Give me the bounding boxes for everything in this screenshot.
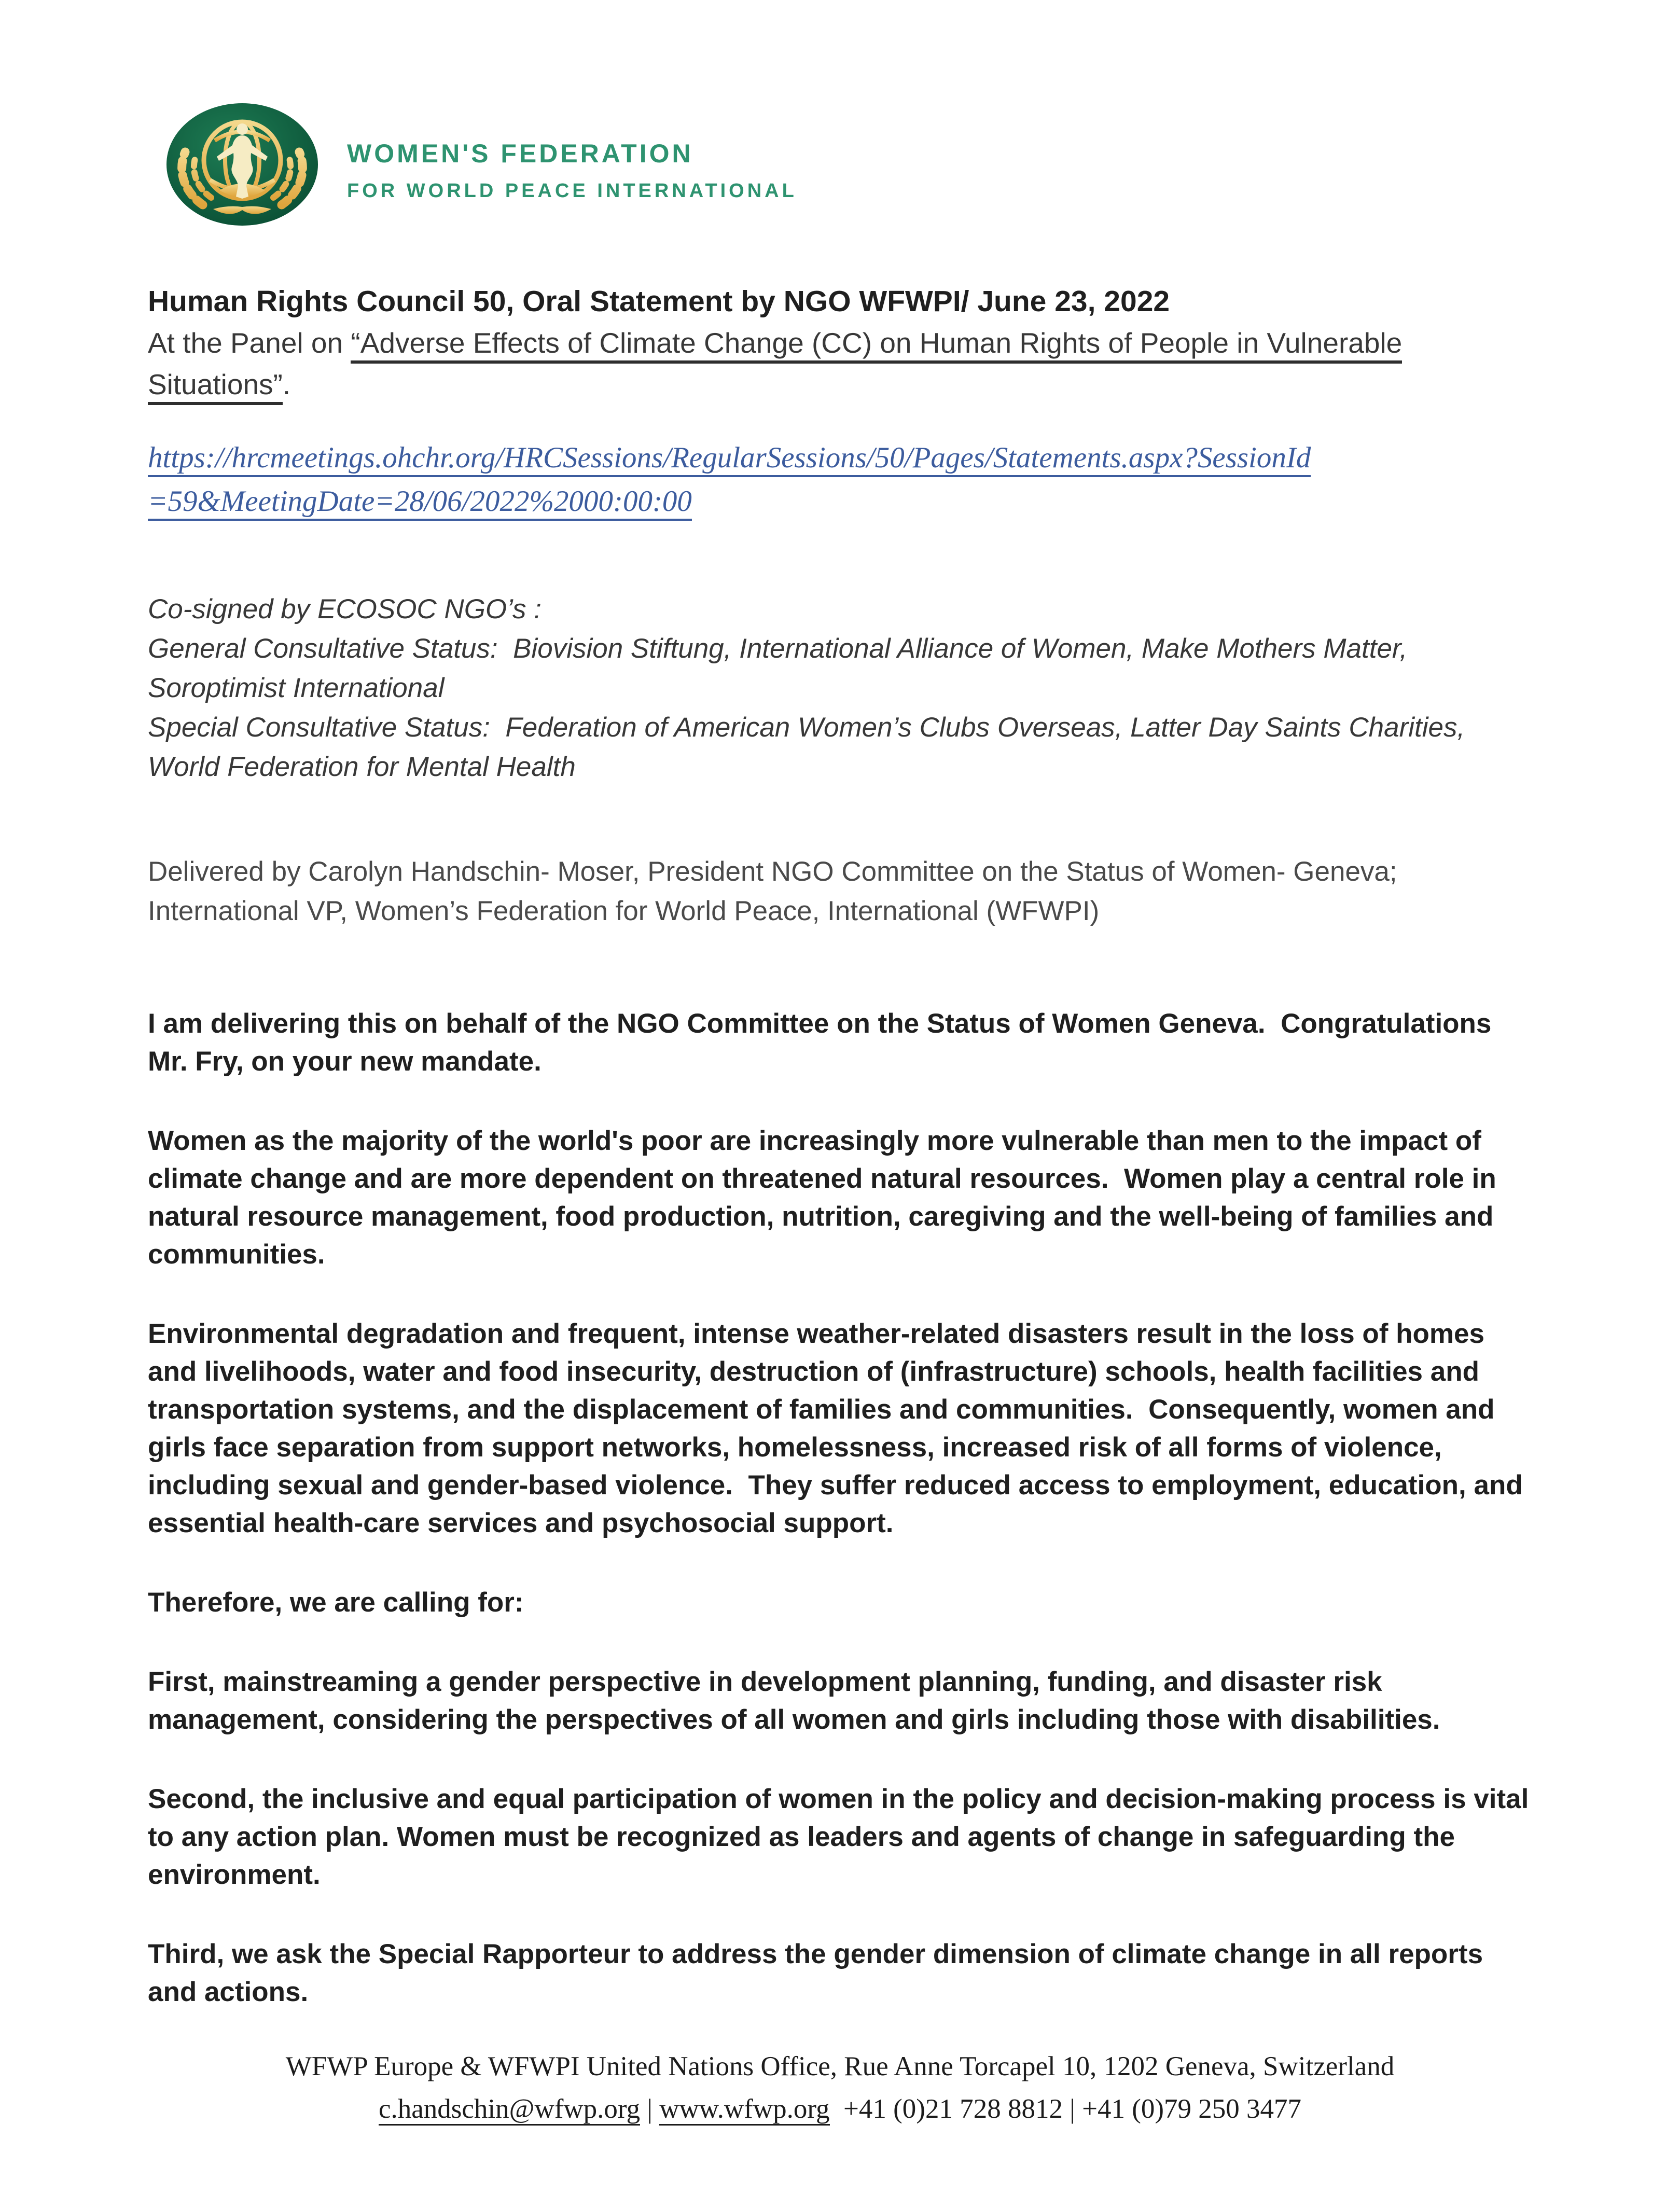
cosigners-general-status: General Consultative Status: Biovision Stiftung, International Alliance of Women, Make Mothers Matter, Soroptimist International (148, 633, 1408, 703)
paragraph-first-call: First, mainstreaming a gender perspective in development planning, funding, and disaster risk management, considering the perspectives of all women and girls including those with disabilities. (148, 1667, 1440, 1735)
cosigners-intro: Co-signed by ECOSOC NGO’s : (148, 594, 542, 624)
cosigners-special-status: Special Consultative Status: Federation of American Women’s Clubs Overseas, Latter Day Saints Charities, World Federation for Mental Health (148, 712, 1465, 782)
globe-woman-wreath-emblem-icon (164, 101, 320, 228)
footer-separator: | (640, 2094, 660, 2124)
delivered-by: Delivered by Carolyn Handschin- Moser, President NGO Committee on the Status of Women- Geneva; International VP, Women’s Federation for World Peace, International (WFWPI) (148, 856, 1397, 926)
footer-address: WFWP Europe & WFWPI United Nations Office, Rue Anne Torcapel 10, 1202 Geneva, Switzerland (285, 2051, 1395, 2081)
panel-subtitle-quote: “Adverse Effects of Climate Change (CC) on Human Rights of People in Vulnerable Situations” (148, 327, 1402, 405)
panel-subtitle (148, 322, 1530, 405)
paragraph-intro: I am delivering this on behalf of the NGO Committee on the Status of Women Geneva. Congratulations Mr. Fry, on your new mandate. (148, 1008, 1492, 1077)
paragraph-women-vulnerability: Women as the majority of the world's poor are increasingly more vulnerable than men to the impact of climate change and are more dependent on threatened natural resources. Women play a central role in natural resource management, food production, nutrition, caregiving and the well-being of families and communities. (148, 1126, 1496, 1270)
paragraph-environmental-degradation: Environmental degradation and frequent, intense weather-related disasters result in the loss of homes and livelihoods, water and food insecurity, destruction of (infrastructure) schools, health facilities and transportation systems, and the displacement of families and communities. Consequently, women and girls face separation from support networks, homelessness, increased risk of all forms of violence, including sexual and gender-based violence. They suffer reduced access to employment, education, and essential health-care services and psychosocial support. (148, 1318, 1523, 1538)
footer-contacts (0, 2088, 1680, 2130)
footer-website-link[interactable]: www.wfwp.org (659, 2094, 829, 2126)
session-statements-link[interactable] (148, 436, 1311, 523)
footer-email-link[interactable]: c.handschin@wfwp.org (379, 2094, 640, 2126)
organization-name (347, 101, 797, 202)
session-statements-link-line1[interactable]: https://hrcmeetings.ohchr.org/HRCSessions/RegularSessions/50/Pages/Statements.aspx?SessionId (148, 441, 1311, 477)
session-statements-link-line2[interactable]: =59&MeetingDate=28/06/2022%2000:00:00 (148, 485, 692, 521)
org-name-line2: FOR WORLD PEACE INTERNATIONAL (347, 180, 797, 202)
statement-body (148, 1005, 1530, 2011)
footer-phones: +41 (0)21 728 8812 | +41 (0)79 250 3477 (829, 2094, 1302, 2124)
org-name-line1: WOMEN'S FEDERATION (347, 139, 693, 168)
panel-subtitle-suffix: . (282, 368, 291, 400)
paragraph-third-call: Third, we ask the Special Rapporteur to address the gender dimension of climate change in all reports and actions. (148, 1939, 1483, 2007)
page-footer (0, 2045, 1680, 2130)
organization-logo (164, 101, 1530, 228)
cosigners-block (148, 590, 1530, 787)
panel-subtitle-prefix: At the Panel on (148, 327, 351, 359)
statement-title: Human Rights Council 50, Oral Statement by NGO WFWPI/ June 23, 2022 (148, 285, 1170, 318)
paragraph-calling-for: Therefore, we are calling for: (148, 1587, 524, 1618)
paragraph-second-call: Second, the inclusive and equal participation of women in the policy and decision-making process is vital to any action plan. Women must be recognized as leaders and agents of change in safeguarding the environment. (148, 1784, 1529, 1890)
